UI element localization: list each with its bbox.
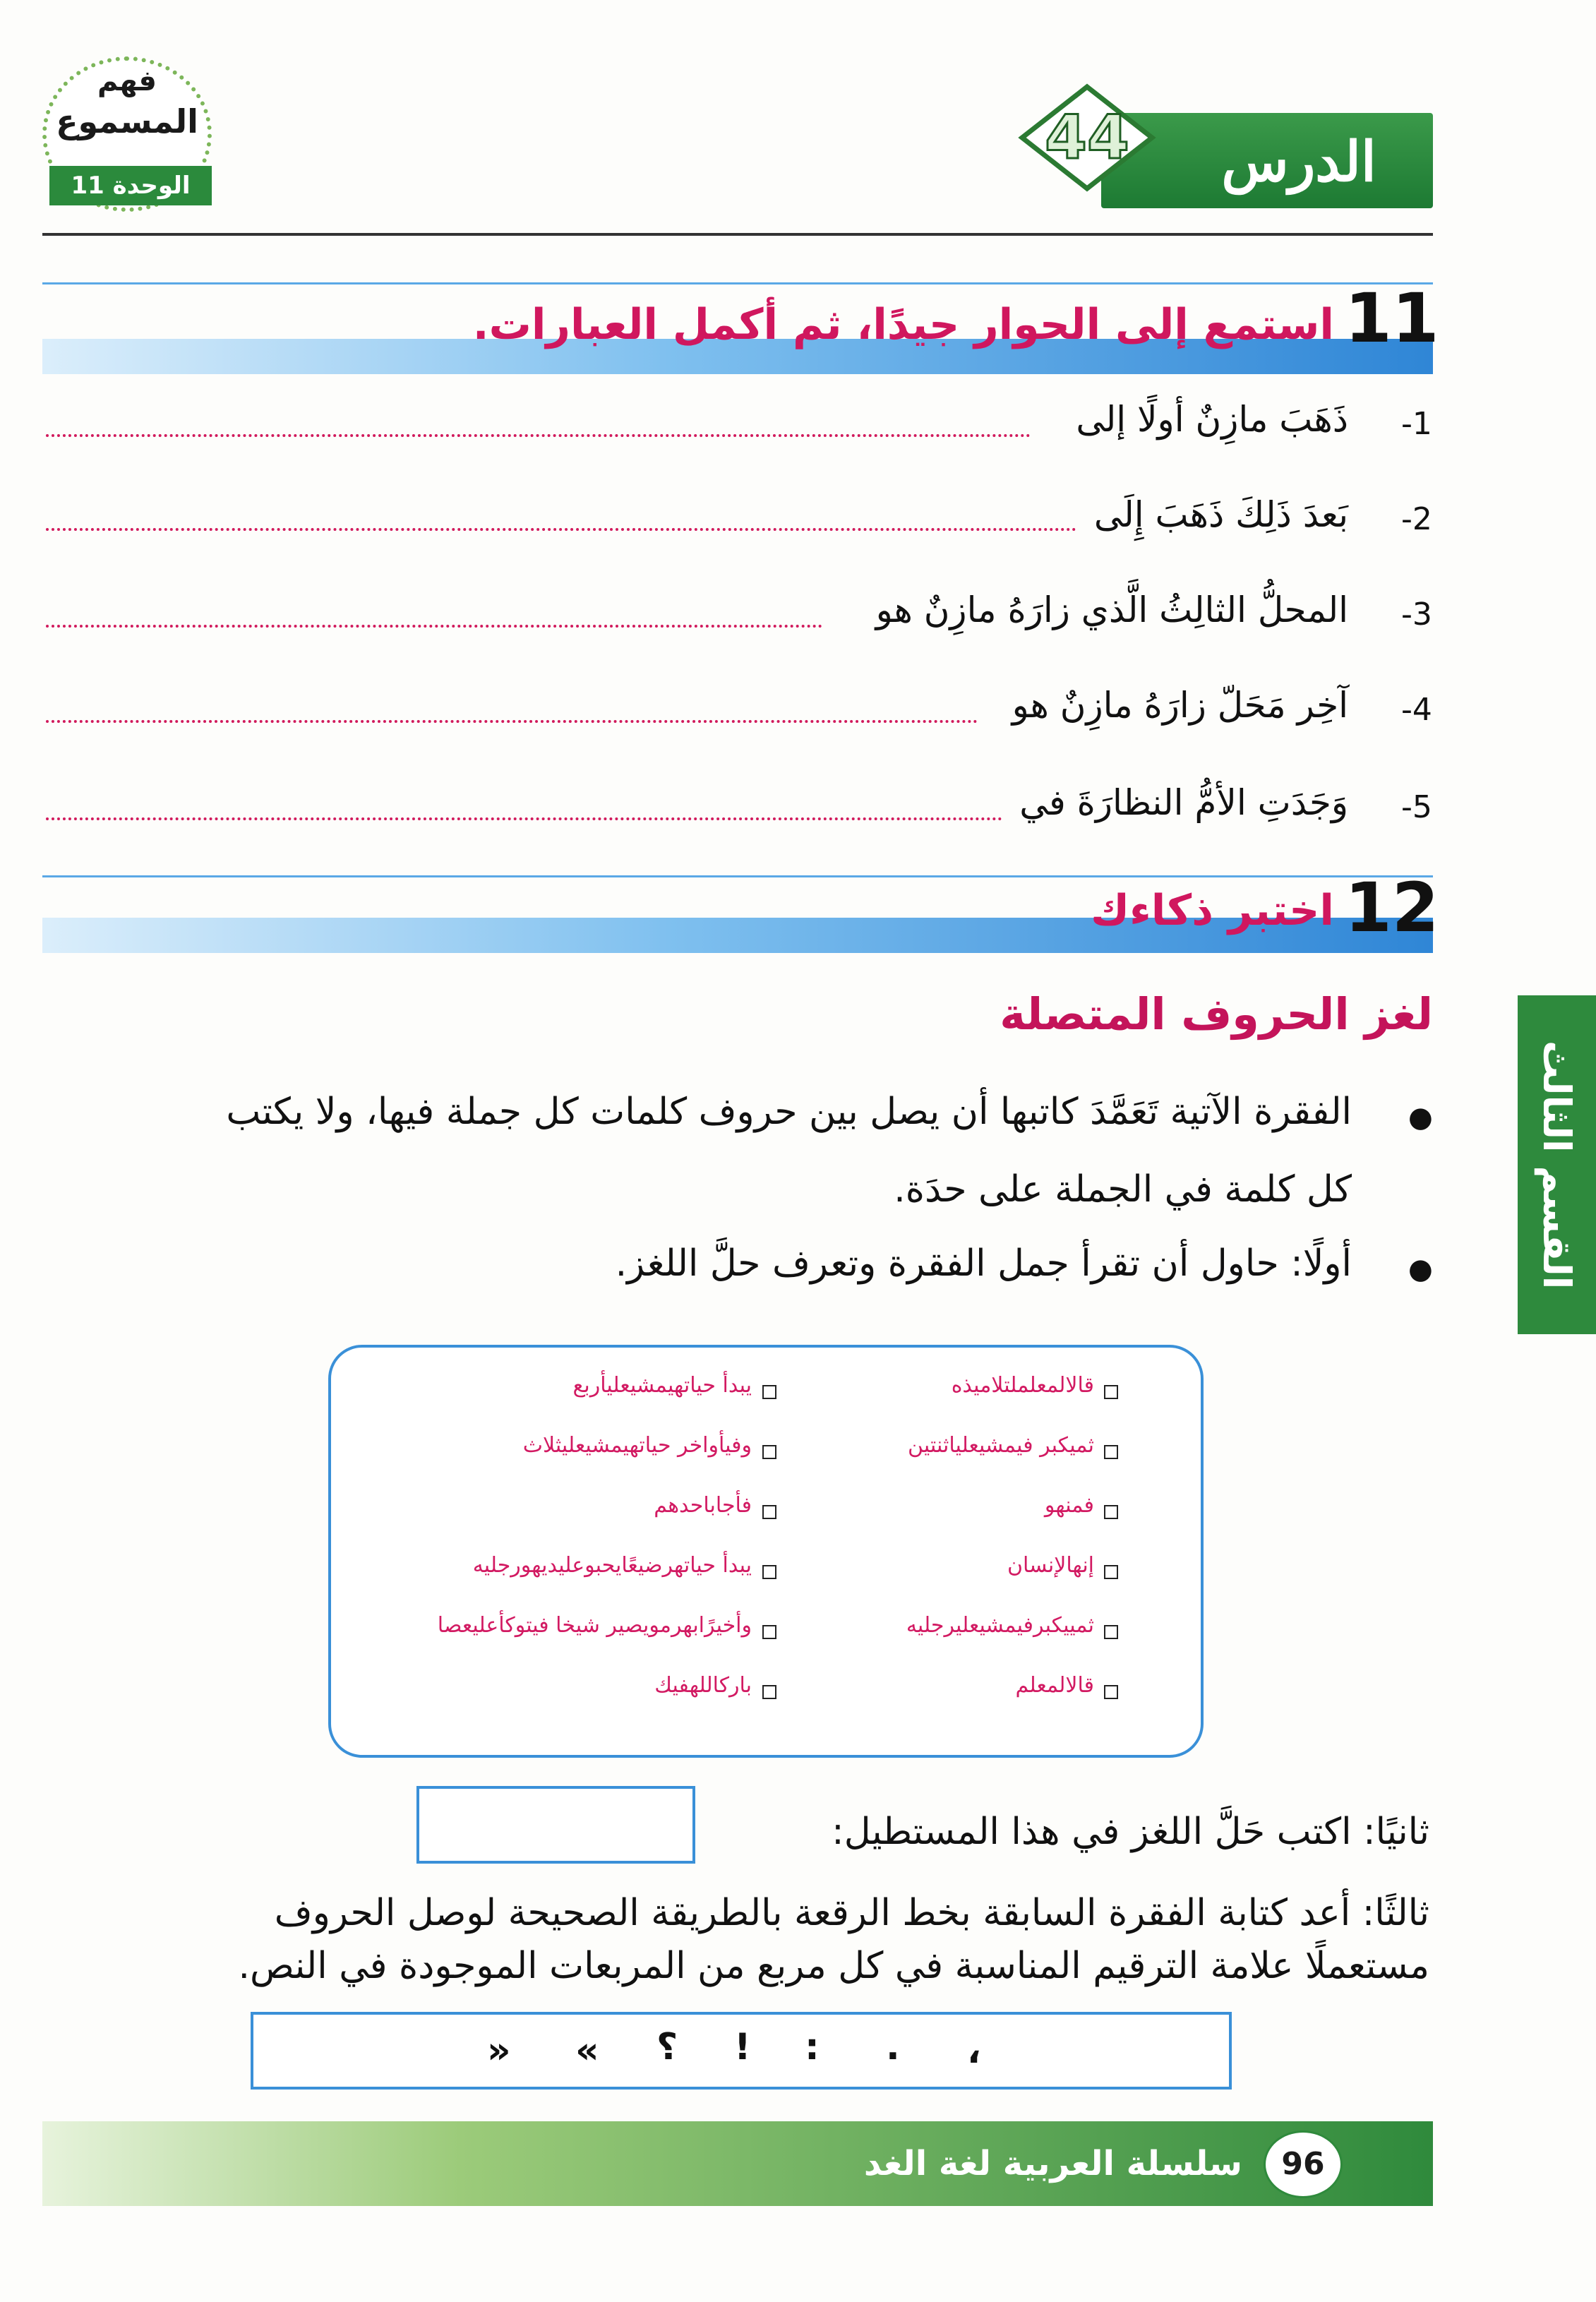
puzzle-title: لغز الحروف المتصلة (1000, 988, 1433, 1040)
puzzle-word: قالالمعلملتلاميذه (951, 1373, 1094, 1398)
unit-tag: الوحدة 11 (49, 166, 212, 205)
question-number: -2 (1401, 501, 1432, 537)
answer-line[interactable] (46, 434, 1031, 437)
instruction-text: الفقرة الآتية تَعَمَّدَ كاتبها أن يصل بين حروف كلمات كل جملة فيها، ولا يكتب (226, 1091, 1352, 1133)
section-number: 11 (1345, 279, 1439, 358)
punctuation-mark: ؟ (656, 2026, 678, 2068)
header-divider (42, 233, 1433, 236)
question-text: وَجَدَتِ الأمُّ النظارَةَ في (1019, 782, 1348, 823)
punctuation-checkbox[interactable] (1104, 1505, 1118, 1519)
puzzle-word: يبدأ حياتهرضيعًايحبوعليديهورجليه (472, 1553, 752, 1578)
section-top-rule (42, 282, 1433, 284)
answer-line[interactable] (46, 625, 822, 628)
puzzle-word: فأجاباحدهم (654, 1493, 752, 1518)
answer-line[interactable] (46, 720, 978, 723)
instruction-text: مستعملًا علامة الترقيم المناسبة في كل مربع من المربعات الموجودة في النص. (238, 1945, 1429, 1987)
section-title: استمع إلى الحوار جيدًا، ثم أكمل العبارات. (472, 300, 1334, 349)
question-number: -3 (1401, 597, 1432, 633)
question-number: -4 (1401, 692, 1432, 728)
instruction-text: ثانيًا: اكتب حَلَّ اللغز في هذا المستطيل: (832, 1811, 1429, 1853)
puzzle-word: ثميكبر فيمشيعلياثنتين (908, 1433, 1094, 1458)
series-title: سلسلة العربية لغة الغد (863, 2144, 1242, 2183)
instruction-text: ثالثًا: أعد كتابة الفقرة السابقة بخط الرقعة بالطريقة الصحيحة لوصل الحروف (274, 1892, 1429, 1934)
instruction-text: أولًا: حاول أن تقرأ جمل الفقرة وتعرف حلَّ اللغز. (615, 1242, 1352, 1285)
punctuation-mark: » (487, 2030, 511, 2072)
section-side-tab-label: القسم الثالث (1535, 1040, 1579, 1290)
lesson-number: 44 (1045, 102, 1129, 173)
puzzle-word: إنهالإنسان (1007, 1553, 1094, 1578)
punctuation-mark: ! (734, 2026, 751, 2068)
answer-input[interactable] (416, 1786, 695, 1864)
question-number: -5 (1401, 789, 1432, 825)
puzzle-word: وأخيرًابهرمويصير شيخا فيتوكأعليعصا (437, 1613, 752, 1638)
question-number: -1 (1401, 406, 1432, 442)
punctuation-checkbox[interactable] (762, 1385, 776, 1399)
puzzle-word: ثمييكبرفيمشيعليرجليه (906, 1613, 1094, 1638)
punctuation-checkbox[interactable] (762, 1505, 776, 1519)
punctuation-mark: « (575, 2030, 599, 2072)
instruction-text: كل كلمة في الجملة على حدَة. (894, 1168, 1352, 1211)
answer-line[interactable] (46, 817, 1002, 820)
punctuation-mark: : (805, 2026, 820, 2068)
punctuation-mark: ، (967, 2030, 981, 2072)
punctuation-checkbox[interactable] (1104, 1685, 1118, 1699)
question-text: المحلُّ الثالِثُ الَّذي زارَهُ مازِنٌ هو (875, 589, 1348, 630)
punctuation-checkbox[interactable] (1104, 1445, 1118, 1459)
bullet-icon: ● (1408, 1101, 1433, 1134)
page-number: 96 (1281, 2146, 1325, 2182)
punctuation-checkbox[interactable] (762, 1625, 776, 1639)
puzzle-word: فمنهو (1044, 1493, 1094, 1518)
punctuation-checkbox[interactable] (1104, 1565, 1118, 1579)
puzzle-word: وفيأواخر حياتهيمشيعليثلاث (522, 1433, 752, 1458)
puzzle-word: باركاللهفيك (654, 1673, 752, 1698)
punctuation-checkbox[interactable] (1104, 1385, 1118, 1399)
punctuation-checkbox[interactable] (762, 1565, 776, 1579)
skill-title: فهم (97, 65, 157, 97)
skill-title: المسموع (56, 102, 198, 140)
punctuation-checkbox[interactable] (762, 1445, 776, 1459)
question-text: بَعدَ ذَلِكَ ذَهَبَ إِلَى (1093, 494, 1348, 535)
question-text: ذَهَبَ مازِنٌ أولًا إلى (1076, 399, 1348, 440)
punctuation-checkbox[interactable] (762, 1685, 776, 1699)
puzzle-word: يبدأ حياتهيمشيعليأربع (572, 1373, 752, 1398)
lesson-title: الدرس (1221, 130, 1376, 194)
answer-line[interactable] (46, 528, 1076, 531)
punctuation-checkbox[interactable] (1104, 1625, 1118, 1639)
section-number: 12 (1345, 868, 1439, 947)
puzzle-word: قالالمعلم (1015, 1673, 1094, 1698)
bullet-icon: ● (1408, 1253, 1433, 1285)
punctuation-mark: . (886, 2026, 900, 2068)
section-title: اختبر ذكاءك (1091, 886, 1334, 935)
question-text: آخِر مَحَلّ زارَهُ مازِنٌ هو (1012, 685, 1348, 726)
section-top-rule (42, 875, 1433, 877)
